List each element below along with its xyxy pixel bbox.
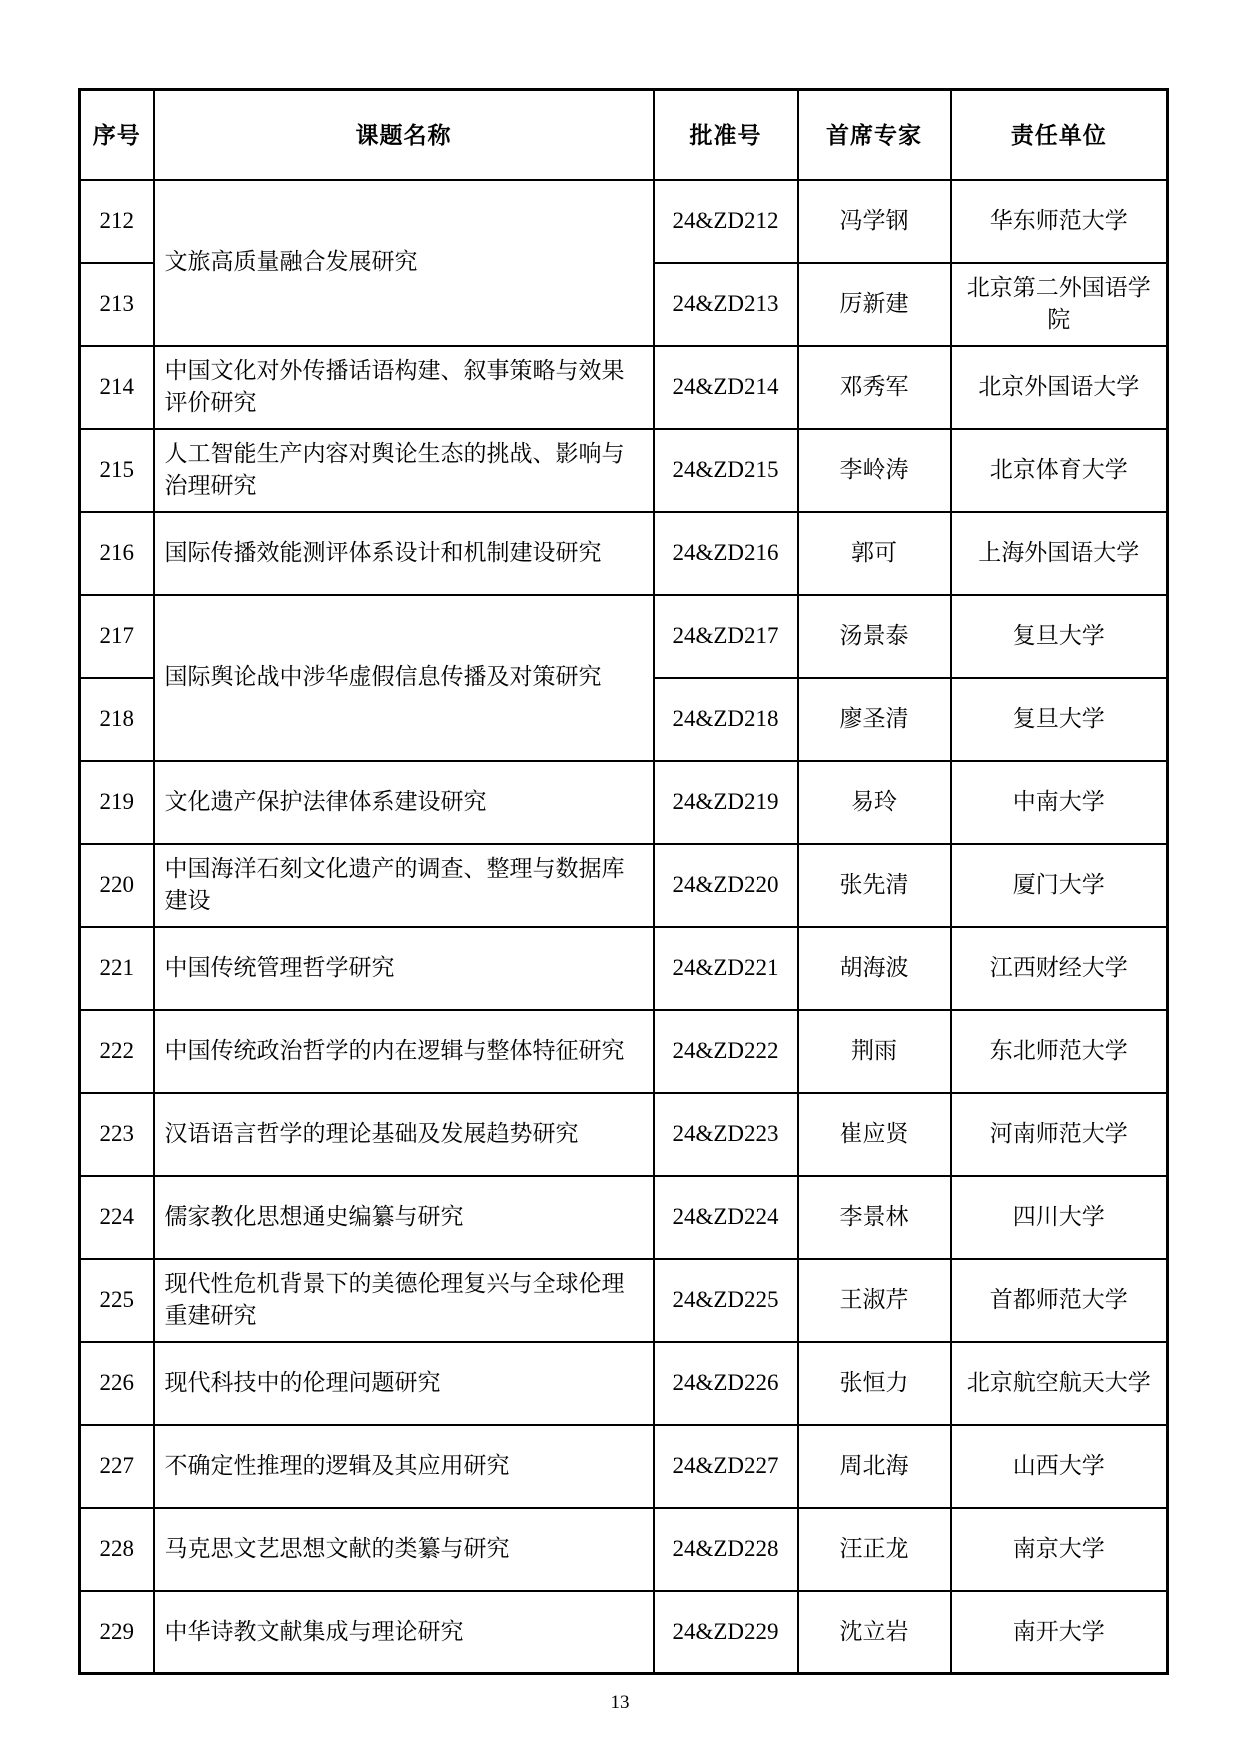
expert-cell: 汤景泰 — [798, 595, 951, 678]
serial-cell: 227 — [80, 1425, 154, 1508]
serial-cell: 225 — [80, 1259, 154, 1342]
serial-cell: 219 — [80, 761, 154, 844]
expert-cell: 汪正龙 — [798, 1508, 951, 1591]
header-serial: 序号 — [80, 90, 154, 180]
table-row — [80, 1508, 1168, 1591]
serial-cell: 212 — [80, 180, 154, 263]
serial-cell: 221 — [80, 927, 154, 1010]
table-row — [80, 595, 1168, 678]
serial-cell: 216 — [80, 512, 154, 595]
serial-cell: 229 — [80, 1591, 154, 1674]
code-cell: 24&ZD223 — [654, 1093, 798, 1176]
serial-cell: 228 — [80, 1508, 154, 1591]
header-org: 责任单位 — [951, 90, 1168, 180]
expert-cell: 崔应贤 — [798, 1093, 951, 1176]
header-code: 批准号 — [654, 90, 798, 180]
title-cell: 中国文化对外传播话语构建、叙事策略与效果评价研究 — [154, 346, 654, 429]
expert-cell: 张恒力 — [798, 1342, 951, 1425]
code-cell: 24&ZD214 — [654, 346, 798, 429]
org-cell: 北京航空航天大学 — [951, 1342, 1168, 1425]
title-cell: 文化遗产保护法律体系建设研究 — [154, 761, 654, 844]
serial-cell: 213 — [80, 263, 154, 346]
title-cell: 国际传播效能测评体系设计和机制建设研究 — [154, 512, 654, 595]
serial-cell: 223 — [80, 1093, 154, 1176]
org-cell: 复旦大学 — [951, 678, 1168, 761]
projects-table — [78, 88, 1169, 1675]
code-cell: 24&ZD213 — [654, 263, 798, 346]
serial-cell: 217 — [80, 595, 154, 678]
expert-cell: 李景林 — [798, 1176, 951, 1259]
table-row — [80, 1259, 1168, 1342]
table-row — [80, 1342, 1168, 1425]
title-cell: 中国海洋石刻文化遗产的调查、整理与数据库建设 — [154, 844, 654, 927]
org-cell: 河南师范大学 — [951, 1093, 1168, 1176]
expert-cell: 易玲 — [798, 761, 951, 844]
table-row — [80, 1010, 1168, 1093]
table-row — [80, 1591, 1168, 1674]
org-cell: 上海外国语大学 — [951, 512, 1168, 595]
table-row — [80, 844, 1168, 927]
org-cell: 华东师范大学 — [951, 180, 1168, 263]
table-row — [80, 1176, 1168, 1259]
table-row — [80, 429, 1168, 512]
expert-cell: 厉新建 — [798, 263, 951, 346]
org-cell: 江西财经大学 — [951, 927, 1168, 1010]
page-number: 13 — [610, 1692, 630, 1713]
org-cell: 南京大学 — [951, 1508, 1168, 1591]
code-cell: 24&ZD226 — [654, 1342, 798, 1425]
expert-cell: 沈立岩 — [798, 1591, 951, 1674]
code-cell: 24&ZD217 — [654, 595, 798, 678]
code-cell: 24&ZD228 — [654, 1508, 798, 1591]
org-cell: 南开大学 — [951, 1591, 1168, 1674]
code-cell: 24&ZD225 — [654, 1259, 798, 1342]
title-cell: 现代科技中的伦理问题研究 — [154, 1342, 654, 1425]
serial-cell: 220 — [80, 844, 154, 927]
code-cell: 24&ZD216 — [654, 512, 798, 595]
table-row — [80, 1093, 1168, 1176]
header-expert: 首席专家 — [798, 90, 951, 180]
org-cell: 首都师范大学 — [951, 1259, 1168, 1342]
title-cell: 不确定性推理的逻辑及其应用研究 — [154, 1425, 654, 1508]
title-cell: 中华诗教文献集成与理论研究 — [154, 1591, 654, 1674]
expert-cell: 邓秀军 — [798, 346, 951, 429]
expert-cell: 冯学钢 — [798, 180, 951, 263]
expert-cell: 王淑芹 — [798, 1259, 951, 1342]
title-cell: 文旅高质量融合发展研究 — [154, 180, 654, 346]
expert-cell: 胡海波 — [798, 927, 951, 1010]
serial-cell: 215 — [80, 429, 154, 512]
serial-cell: 224 — [80, 1176, 154, 1259]
code-cell: 24&ZD222 — [654, 1010, 798, 1093]
title-cell: 国际舆论战中涉华虚假信息传播及对策研究 — [154, 595, 654, 761]
serial-cell: 214 — [80, 346, 154, 429]
title-cell: 儒家教化思想通史编纂与研究 — [154, 1176, 654, 1259]
expert-cell: 李岭涛 — [798, 429, 951, 512]
table-row — [80, 761, 1168, 844]
code-cell: 24&ZD220 — [654, 844, 798, 927]
table-row — [80, 512, 1168, 595]
title-cell: 中国传统政治哲学的内在逻辑与整体特征研究 — [154, 1010, 654, 1093]
title-cell: 中国传统管理哲学研究 — [154, 927, 654, 1010]
title-cell: 马克思文艺思想文献的类纂与研究 — [154, 1508, 654, 1591]
expert-cell: 郭可 — [798, 512, 951, 595]
table-row — [80, 1425, 1168, 1508]
org-cell: 复旦大学 — [951, 595, 1168, 678]
expert-cell: 廖圣清 — [798, 678, 951, 761]
org-cell: 厦门大学 — [951, 844, 1168, 927]
org-cell: 北京外国语大学 — [951, 346, 1168, 429]
org-cell: 四川大学 — [951, 1176, 1168, 1259]
org-cell: 北京体育大学 — [951, 429, 1168, 512]
serial-cell: 222 — [80, 1010, 154, 1093]
serial-cell: 226 — [80, 1342, 154, 1425]
expert-cell: 周北海 — [798, 1425, 951, 1508]
org-cell: 中南大学 — [951, 761, 1168, 844]
code-cell: 24&ZD221 — [654, 927, 798, 1010]
table-row — [80, 927, 1168, 1010]
expert-cell: 张先清 — [798, 844, 951, 927]
header-row — [80, 90, 1168, 180]
org-cell: 山西大学 — [951, 1425, 1168, 1508]
table-row — [80, 346, 1168, 429]
header-title: 课题名称 — [154, 90, 654, 180]
table-row — [80, 180, 1168, 263]
title-cell: 人工智能生产内容对舆论生态的挑战、影响与治理研究 — [154, 429, 654, 512]
code-cell: 24&ZD229 — [654, 1591, 798, 1674]
serial-cell: 218 — [80, 678, 154, 761]
code-cell: 24&ZD219 — [654, 761, 798, 844]
code-cell: 24&ZD218 — [654, 678, 798, 761]
title-cell: 现代性危机背景下的美德伦理复兴与全球伦理重建研究 — [154, 1259, 654, 1342]
code-cell: 24&ZD215 — [654, 429, 798, 512]
org-cell: 北京第二外国语学院 — [951, 263, 1168, 346]
title-cell: 汉语语言哲学的理论基础及发展趋势研究 — [154, 1093, 654, 1176]
code-cell: 24&ZD227 — [654, 1425, 798, 1508]
expert-cell: 荆雨 — [798, 1010, 951, 1093]
code-cell: 24&ZD224 — [654, 1176, 798, 1259]
org-cell: 东北师范大学 — [951, 1010, 1168, 1093]
code-cell: 24&ZD212 — [654, 180, 798, 263]
